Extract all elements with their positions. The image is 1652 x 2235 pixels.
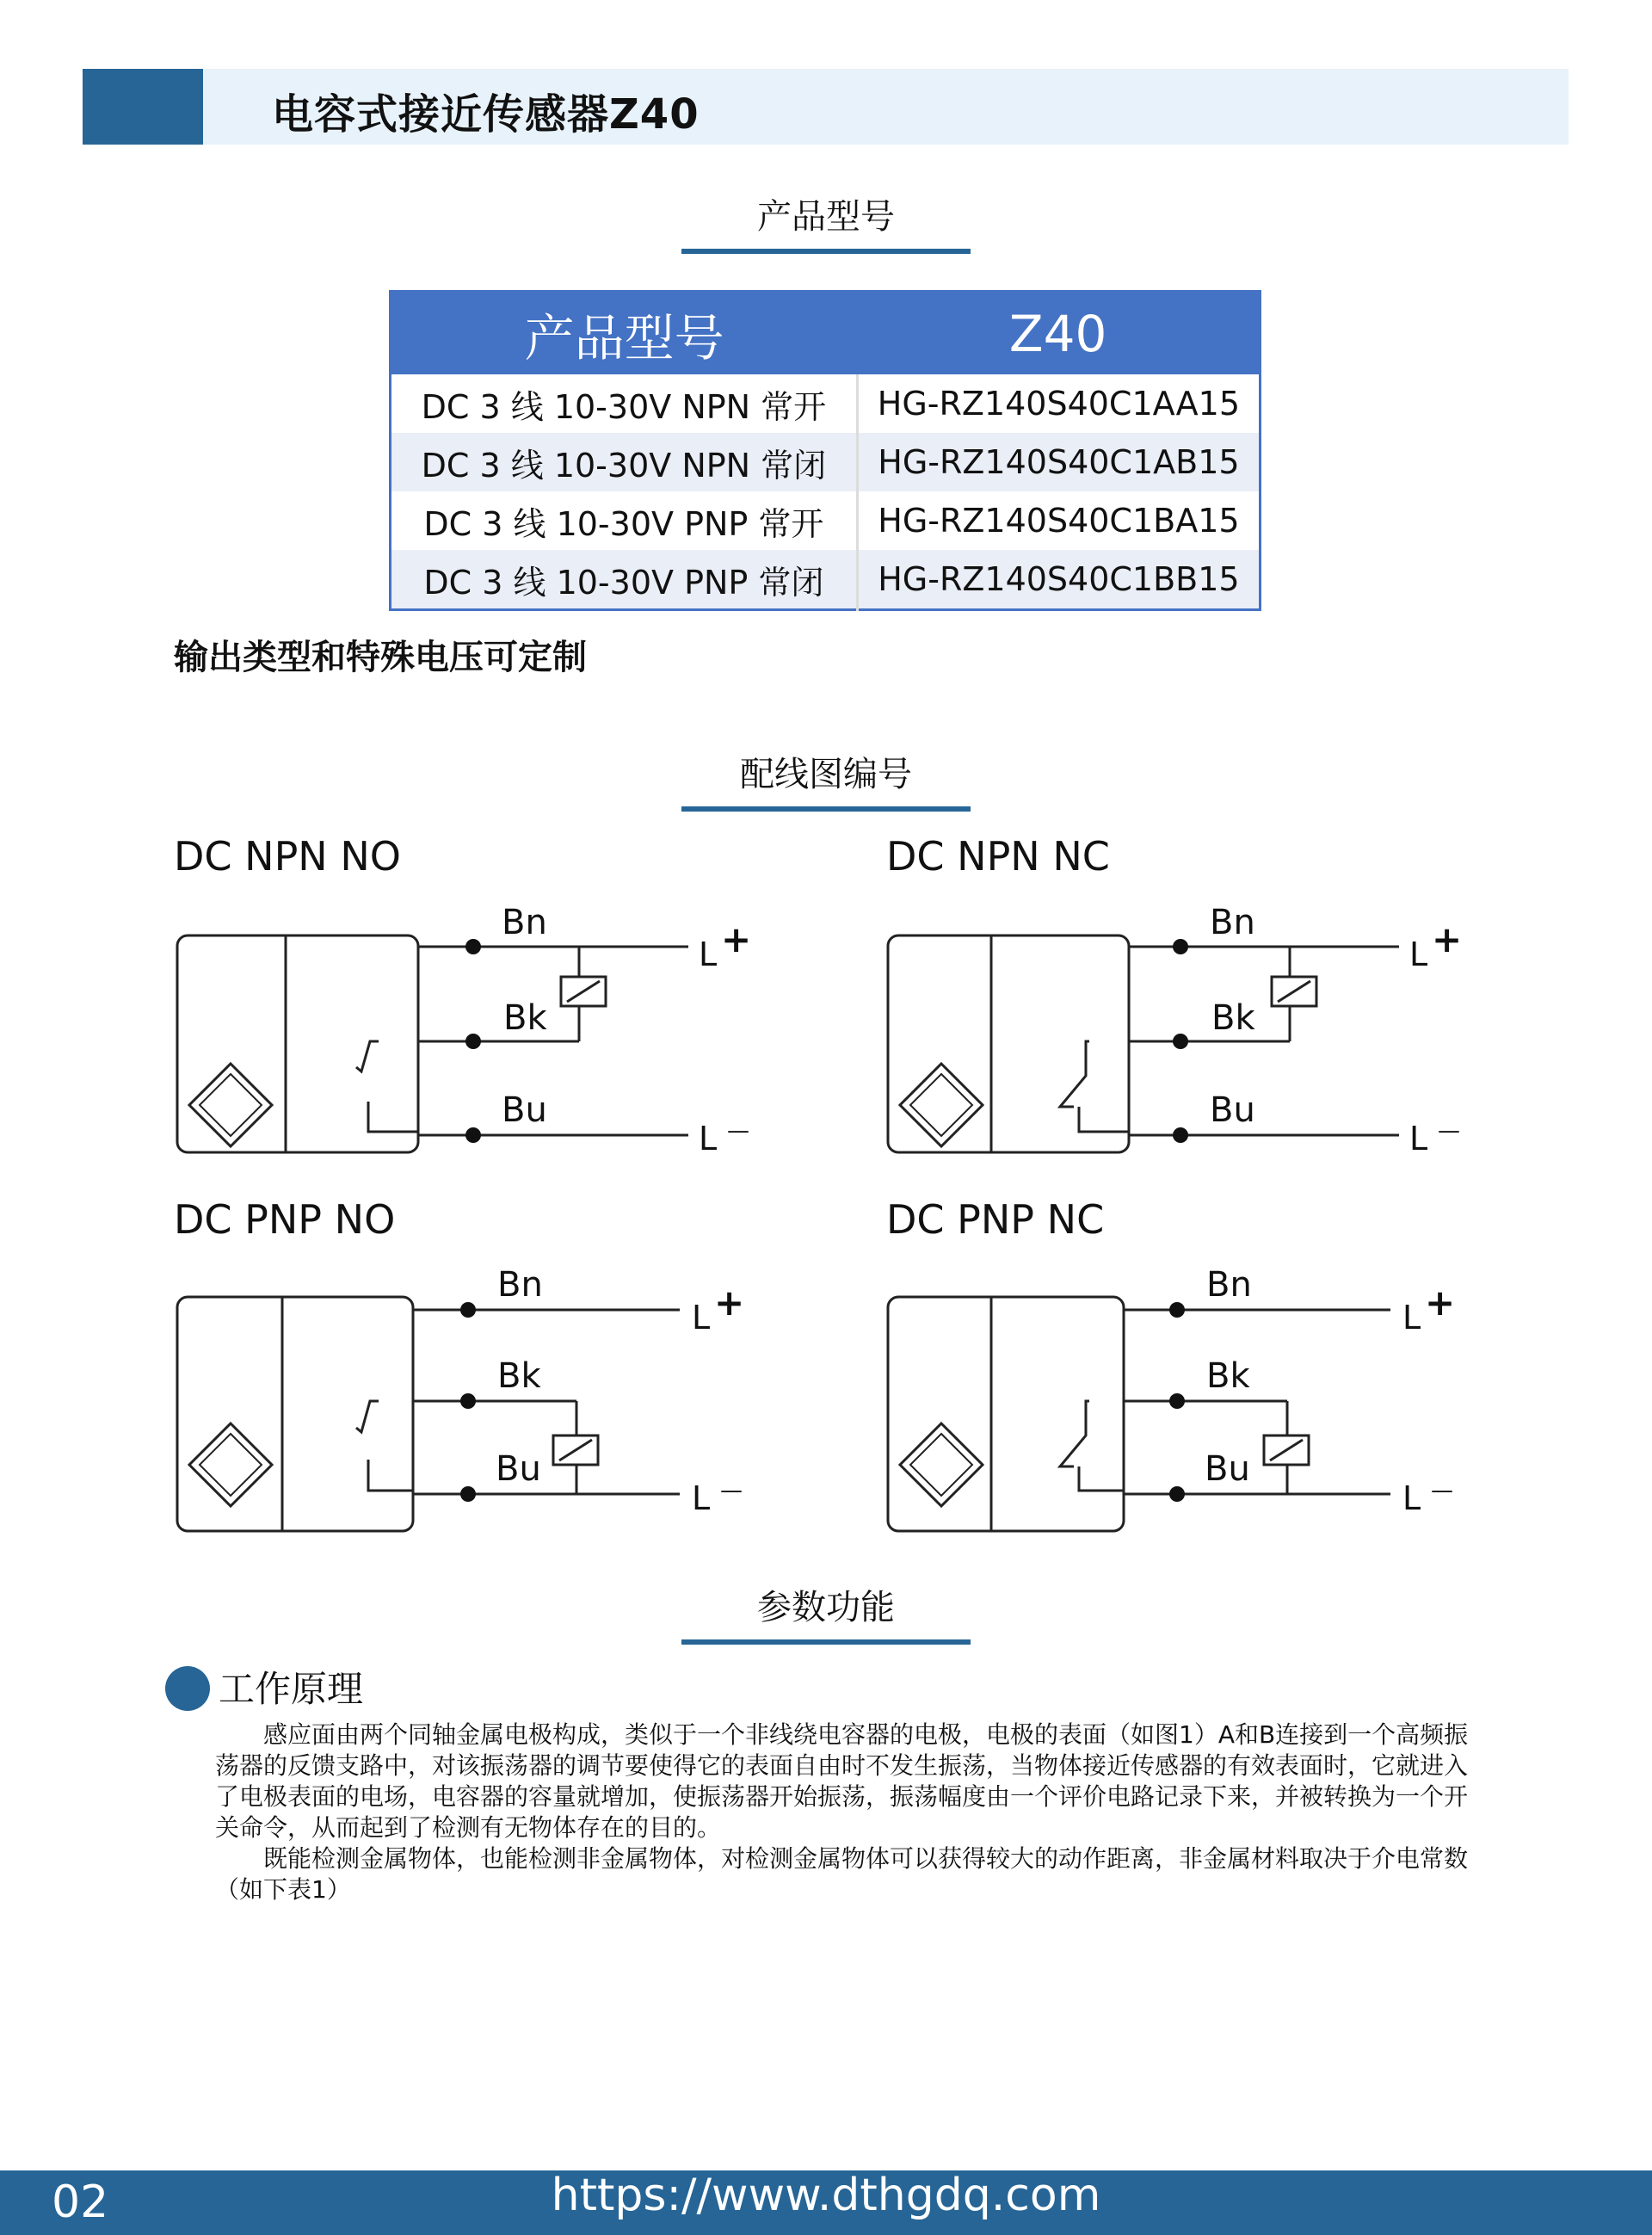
table-cell: HG-RZ140S40C1AB15 — [857, 433, 1260, 491]
wiring-diagram-npn-no — [172, 903, 826, 1170]
label-bn: Bn — [497, 1265, 543, 1305]
bullet-dot-icon — [165, 1666, 210, 1711]
switch-contact-icon — [1060, 1041, 1089, 1107]
label-lplus: L — [1409, 935, 1428, 973]
footer-website-link[interactable]: https://www.dthgdq.com — [551, 2170, 1101, 2221]
table-row — [391, 433, 1261, 491]
wiring-diagram-pnp-nc — [883, 1265, 1537, 1532]
principle-heading: 工作原理 — [219, 1668, 364, 1710]
label-lplus: L — [692, 1299, 711, 1337]
label-minus: — — [720, 1478, 743, 1503]
section-heading-model — [681, 194, 971, 254]
label-bu: Bu — [496, 1449, 541, 1489]
label-bn: Bn — [1210, 903, 1255, 942]
label-plus: + — [714, 1281, 745, 1324]
label-lminus: L — [1402, 1479, 1421, 1517]
label-bu: Bu — [1205, 1449, 1250, 1489]
label-bk: Bk — [503, 998, 547, 1038]
sensor-body — [177, 1297, 413, 1531]
table-cell: HG-RZ140S40C1BB15 — [857, 550, 1260, 610]
switch-contact-icon — [356, 1401, 379, 1432]
diagram-title-pnp-nc: DC PNP NC — [886, 1196, 1105, 1243]
principle-paragraph: 既能检测金属物体，也能检测非金属物体，对检测金属物体可以获得较大的动作距离，非金属材料取决于介电常数（如下表1） — [215, 1844, 1469, 1904]
principle-paragraph: 感应面由两个同轴金属电极构成，类似于一个非线绕电容器的电极，电极的表面（如图1）A和B连接到一个高频振荡器的反馈支路中，对该振荡器的调节要使得它的表面自由时不发生振荡，当物体接近传感器的有效表面时，它就进入了电极表面的电场，电容器的容量就增加，使振荡器开始振荡，振荡幅度由一个评价电路记录下来，并被转换为一个开关命令，从而起到了检测有无物体存在的目的。 — [215, 1720, 1469, 1842]
label-plus: + — [1432, 918, 1463, 960]
table-row — [391, 491, 1261, 550]
label-plus: + — [721, 918, 752, 960]
wiring-diagram-pnp-no — [172, 1265, 826, 1532]
label-minus: — — [727, 1118, 749, 1144]
header-accent-block — [83, 69, 203, 145]
section-underline — [681, 1639, 971, 1645]
sensor-face-icon — [900, 1423, 983, 1506]
page-title: 电容式接近传感器Z40 — [272, 90, 700, 139]
label-bk: Bk — [1206, 1356, 1250, 1396]
page-number: 02 — [52, 2176, 109, 2228]
wiring-diagram-npn-nc — [883, 903, 1537, 1170]
label-lminus: L — [692, 1479, 711, 1517]
header-band — [83, 69, 1569, 145]
label-minus: — — [1438, 1118, 1460, 1144]
label-bk: Bk — [497, 1356, 541, 1396]
diagram-title-npn-no: DC NPN NO — [174, 833, 401, 880]
section-underline — [681, 249, 971, 254]
table-cell: HG-RZ140S40C1BA15 — [857, 491, 1260, 550]
label-lplus: L — [1402, 1299, 1421, 1337]
section-underline — [681, 806, 971, 812]
diagram-title-npn-nc: DC NPN NC — [886, 833, 1110, 880]
table-header-cell: 产品型号 — [391, 292, 858, 375]
label-lminus: L — [1409, 1120, 1428, 1158]
label-bn: Bn — [1206, 1265, 1252, 1305]
table-cell: DC 3 线 10-30V NPN 常开 — [391, 374, 858, 433]
label-minus: — — [1431, 1478, 1453, 1503]
table-cell: DC 3 线 10-30V PNP 常开 — [391, 491, 858, 550]
sensor-face-icon — [189, 1064, 272, 1146]
sensor-body — [888, 1297, 1124, 1531]
table-cell: HG-RZ140S40C1AA15 — [857, 374, 1260, 433]
section-heading-params-text: 参数功能 — [757, 1588, 895, 1627]
section-heading-params — [681, 1584, 971, 1645]
model-table — [389, 290, 1261, 611]
label-bu: Bu — [502, 1090, 547, 1130]
table-row — [391, 550, 1261, 610]
table-header-cell: Z40 — [857, 292, 1260, 375]
label-plus: + — [1425, 1281, 1456, 1324]
table-header-row — [391, 292, 1261, 375]
table-cell: DC 3 线 10-30V PNP 常闭 — [391, 550, 858, 610]
label-lminus: L — [699, 1120, 718, 1158]
section-heading-wiring-text: 配线图编号 — [740, 755, 912, 794]
section-heading-model-text: 产品型号 — [757, 197, 895, 237]
label-lplus: L — [699, 935, 718, 973]
label-bk: Bk — [1211, 998, 1255, 1038]
sensor-face-icon — [900, 1064, 983, 1146]
switch-contact-icon — [1060, 1401, 1089, 1466]
label-bn: Bn — [502, 903, 547, 942]
section-heading-wiring — [681, 751, 971, 812]
label-bu: Bu — [1210, 1090, 1255, 1130]
switch-contact-icon — [356, 1041, 379, 1071]
sensor-face-icon — [189, 1423, 272, 1506]
table-row — [391, 374, 1261, 433]
customization-note: 输出类型和特殊电压可定制 — [174, 638, 587, 677]
table-cell: DC 3 线 10-30V NPN 常闭 — [391, 433, 858, 491]
diagram-title-pnp-no: DC PNP NO — [174, 1196, 396, 1243]
